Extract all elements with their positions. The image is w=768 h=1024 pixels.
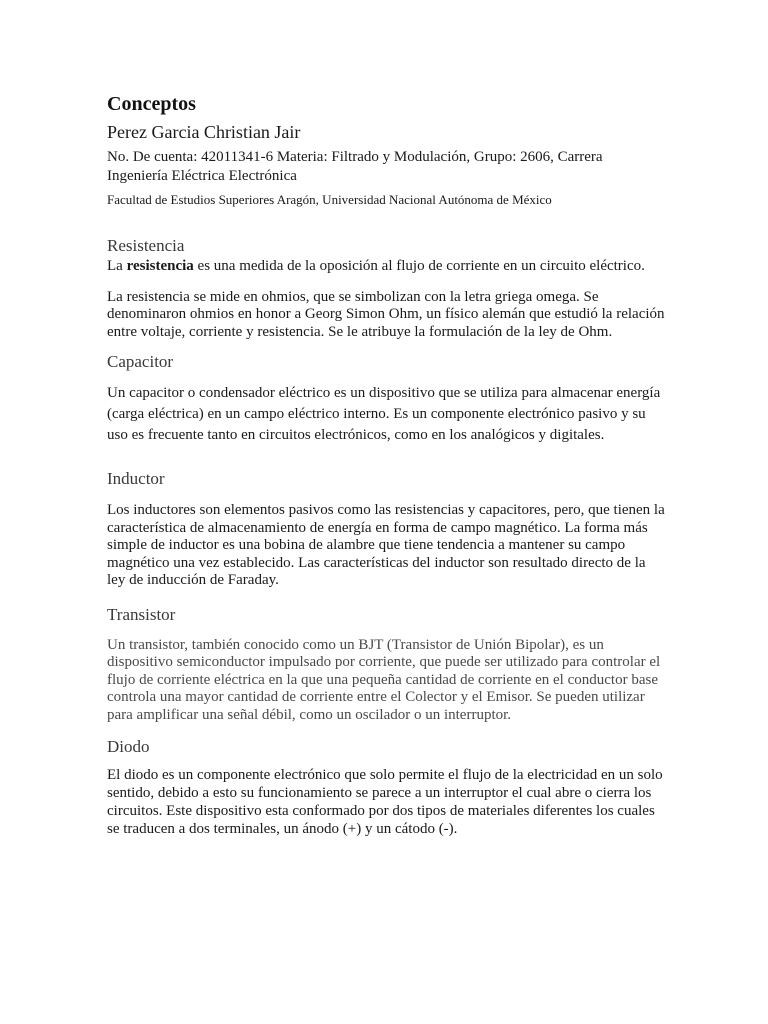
capacitor-paragraph: Un capacitor o condensador eléctrico es un dispositivo que se utiliza para almacenar energía (carga eléctrica) en un campo eléctrico interno. Es un componente electrónico pasivo y su uso es frecuente tanto en circuitos electrónicos, como en los analógicos y digitales. <box>107 385 661 443</box>
resistencia-p1-rest: es una medida de la oposición al flujo de corriente en un circuito eléctrico. <box>193 258 645 274</box>
section-heading-inductor: Inductor <box>107 469 165 488</box>
resistencia-paragraph-1 <box>107 258 667 276</box>
section-heading-capacitor: Capacitor <box>107 352 174 371</box>
transistor-paragraph: Un transistor, también conocido como un BJT (Transistor de Unión Bipolar), es un dispositivo semiconductor impulsado por corriente, que puede ser utilizado para controlar el flujo de corriente eléctrica en la que una pequeña cantidad de corriente en el conductor base controla una mayor cantidad de corriente entre el Colector y el Emisor. Se pueden utilizar para amplificar una señal débil, como un oscilador o un interruptor. <box>107 636 661 723</box>
section-heading-diodo: Diodo <box>107 737 150 756</box>
resistencia-paragraph-2: La resistencia se mide en ohmios, que se simbolizan con la letra griega omega. Se denominaron ohmios en honor a Georg Simon Ohm, un físico alemán que estudió la relación entre voltaje, corriente y resistencia. Se le atribuye la formulación de la ley de Ohm. <box>107 288 665 340</box>
section-heading-resistencia: Resistencia <box>107 236 185 255</box>
document-title: Conceptos <box>107 93 196 115</box>
inductor-paragraph: Los inductores son elementos pasivos como las resistencias y capacitores, pero, que tienen la característica de almacenamiento de energía en forma de campo magnético. La forma más simple de inductor es una bobina de alambre que tiene tendencia a mantener su campo magnético una vez establecido. Las características del inductor son resultado directo de la ley de inducción de Faraday. <box>107 502 665 588</box>
faculty-info: Facultad de Estudios Superiores Aragón, Universidad Nacional Autónoma de México <box>107 192 552 207</box>
author-name: Perez Garcia Christian Jair <box>107 122 301 142</box>
document-body <box>107 90 667 838</box>
diodo-paragraph: El diodo es un componente electrónico que solo permite el flujo de la electricidad en un solo sentido, debido a esto su funcionamiento se parece a un interruptor el cual abre o cierra los circuitos. Este dispositivo esta conformado por dos tipos de materiales diferentes los cuales se traducen a dos terminales, un ánodo (+) y un cátodo (-). <box>107 767 663 837</box>
resistencia-bold-term: resistencia <box>126 258 194 274</box>
resistencia-p1-prefix: La <box>107 258 127 274</box>
section-heading-transistor: Transistor <box>107 604 176 624</box>
account-info: No. De cuenta: 42011341-6 Materia: Filtrado y Modulación, Grupo: 2606, Carrera Ingeniería Eléctrica Electrónica <box>107 149 603 184</box>
